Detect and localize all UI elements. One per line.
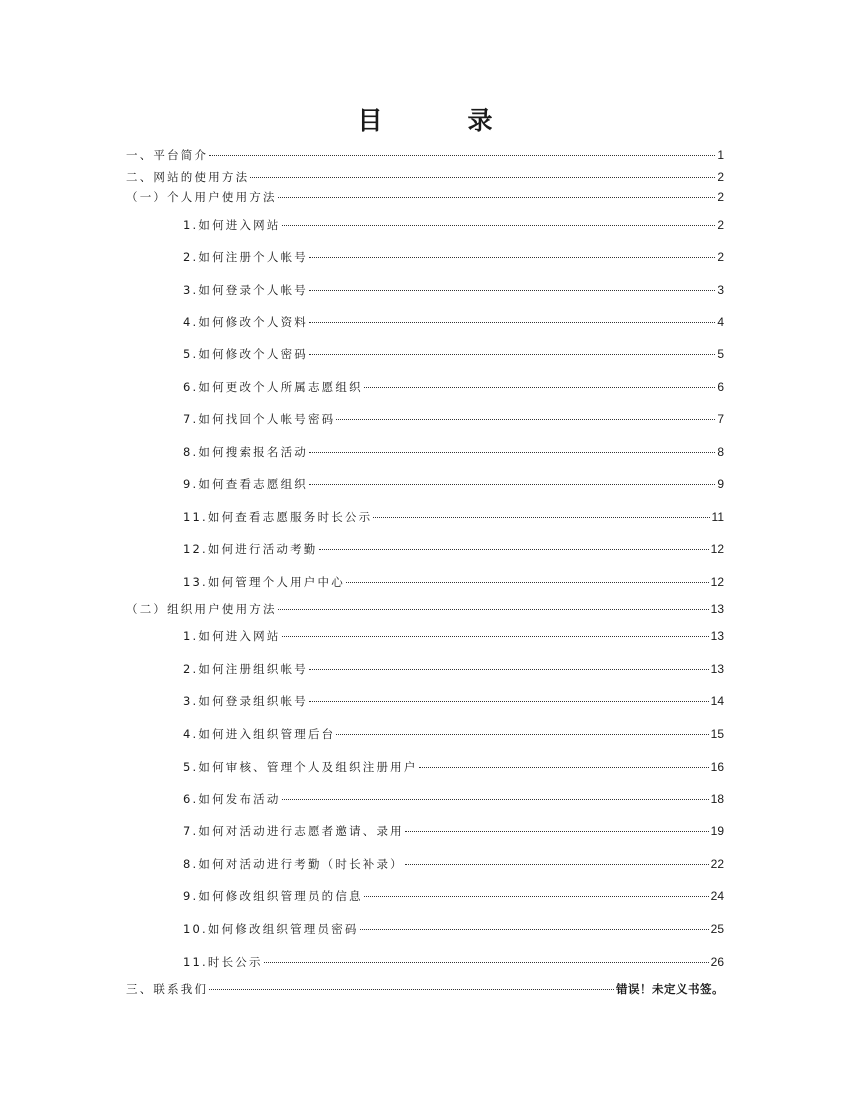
dot-leader [309,290,715,291]
toc-entry-label: 三、联系我们 [126,982,209,996]
toc-entry-label: 6.如何更改个人所属志愿组织 [183,380,363,394]
dot-leader [336,734,708,735]
toc-entry-page: 13 [710,629,724,643]
toc-entry[interactable] [126,169,724,185]
toc-entry[interactable] [183,249,724,265]
toc-entry-label: 二、网站的使用方法 [126,170,250,184]
toc-entry[interactable] [183,661,724,677]
toc-entry-page: 2 [717,250,724,264]
toc-entry-page-error: 错误！未定义书签。 [616,982,724,996]
toc-entry-page: 26 [710,955,724,969]
toc-entry[interactable] [183,856,724,872]
dot-leader [309,354,715,355]
toc-entry-label: 12.如何进行活动考勤 [183,542,318,556]
toc-entry-label: 8.如何搜索报名活动 [183,445,308,459]
toc-entry[interactable] [183,444,724,460]
dot-leader [264,962,709,963]
toc-entry-page: 4 [717,315,724,329]
toc-entry-label: 5.如何审核、管理个人及组织注册用户 [183,760,418,774]
toc-entry-page: 18 [710,792,724,806]
toc-entry-page: 6 [717,380,724,394]
dot-leader [278,609,709,610]
toc-entry-page: 22 [710,857,724,871]
toc-entry[interactable] [183,217,724,233]
dot-leader [336,419,715,420]
dot-leader [250,177,715,178]
page-title: 目 录 [357,106,523,135]
toc-entry-label: 2.如何注册个人帐号 [183,250,308,264]
dot-leader [278,197,716,198]
dot-leader [373,517,709,518]
toc-entry-label: 3.如何登录个人帐号 [183,283,308,297]
toc-entry[interactable] [126,601,724,617]
toc-entry-page: 7 [717,412,724,426]
toc-entry-page: 3 [717,283,724,297]
toc-entry[interactable] [183,954,724,970]
toc-entry-label: 7.如何对活动进行志愿者邀请、录用 [183,824,404,838]
toc-entry[interactable] [183,541,724,557]
toc-entry[interactable] [183,411,724,427]
toc-entry-page: 2 [717,190,724,204]
toc-entry[interactable] [183,509,724,525]
toc-entry-page: 13 [710,602,724,616]
toc-entry-page: 24 [710,889,724,903]
toc-entry[interactable] [126,981,724,997]
toc-entry-label: 4.如何修改个人资料 [183,315,308,329]
toc-entry-label: 一、平台简介 [126,148,209,162]
toc-entry[interactable] [126,189,724,205]
toc-entry-label: 13.如何管理个人用户中心 [183,575,345,589]
toc-entry-page: 9 [717,477,724,491]
toc-entry-page: 1 [717,148,724,162]
toc-entry-label: 5.如何修改个人密码 [183,347,308,361]
toc-entry-label: 8.如何对活动进行考勤（时长补录） [183,857,404,871]
toc-entry[interactable] [183,888,724,904]
toc-entry-label: 3.如何登录组织帐号 [183,694,308,708]
dot-leader [405,864,709,865]
dot-leader [364,896,709,897]
toc-entry-page: 12 [710,542,724,556]
toc-entry-page: 11 [711,510,724,524]
toc-entry-page: 8 [717,445,724,459]
toc-entry[interactable] [183,476,724,492]
toc-entry-page: 19 [710,824,724,838]
toc-entry[interactable] [183,759,724,775]
toc-entry-label: 9.如何修改组织管理员的信息 [183,889,363,903]
dot-leader [309,452,715,453]
toc-entry-label: 1.如何进入网站 [183,218,281,232]
toc-entry-label: 1.如何进入网站 [183,629,281,643]
dot-leader [319,549,709,550]
dot-leader [309,669,709,670]
dot-leader [282,225,716,226]
dot-leader [405,831,709,832]
dot-leader [419,767,709,768]
toc-entry-label: 2.如何注册组织帐号 [183,662,308,676]
toc-entry-label: 7.如何找回个人帐号密码 [183,412,336,426]
toc-entry-label: 6.如何发布活动 [183,792,281,806]
dot-leader [309,257,715,258]
toc-entry-label: （二）组织用户使用方法 [126,602,277,616]
toc-entry[interactable] [183,726,724,742]
toc-entry-label: （一）个人用户使用方法 [126,190,277,204]
toc-entry-label: 10.如何修改组织管理员密码 [183,922,359,936]
dot-leader [282,799,709,800]
toc-entry-page: 25 [710,922,724,936]
toc-entry[interactable] [183,282,724,298]
toc-entry[interactable] [183,379,724,395]
dot-leader [346,582,709,583]
toc-entry[interactable] [183,314,724,330]
toc-entry-label: 11.如何查看志愿服务时长公示 [183,510,373,524]
toc-entry[interactable] [183,346,724,362]
toc-entry-page: 2 [717,170,724,184]
dot-leader [209,989,614,990]
dot-leader [209,155,715,156]
toc-entry-page: 5 [717,347,724,361]
toc-entry-page: 2 [717,218,724,232]
toc-entry-page: 14 [710,694,724,708]
toc-entry[interactable] [183,574,724,590]
toc-entry[interactable] [183,791,724,807]
toc-entry-label: 11.时长公示 [183,955,263,969]
toc-entry[interactable] [183,693,724,709]
toc-entry-page: 13 [710,662,724,676]
toc-entry-page: 12 [710,575,724,589]
toc-entry-page: 15 [710,727,724,741]
toc-entry-page: 16 [710,760,724,774]
toc-entry-label: 9.如何查看志愿组织 [183,477,308,491]
toc-entry[interactable] [183,921,724,937]
dot-leader [364,387,716,388]
toc-entry[interactable] [183,823,724,839]
toc-entry[interactable] [126,147,724,163]
dot-leader [360,929,709,930]
toc-entry[interactable] [183,628,724,644]
dot-leader [309,484,715,485]
dot-leader [309,322,715,323]
dot-leader [309,701,709,702]
dot-leader [282,636,709,637]
toc-entry-label: 4.如何进入组织管理后台 [183,727,336,741]
